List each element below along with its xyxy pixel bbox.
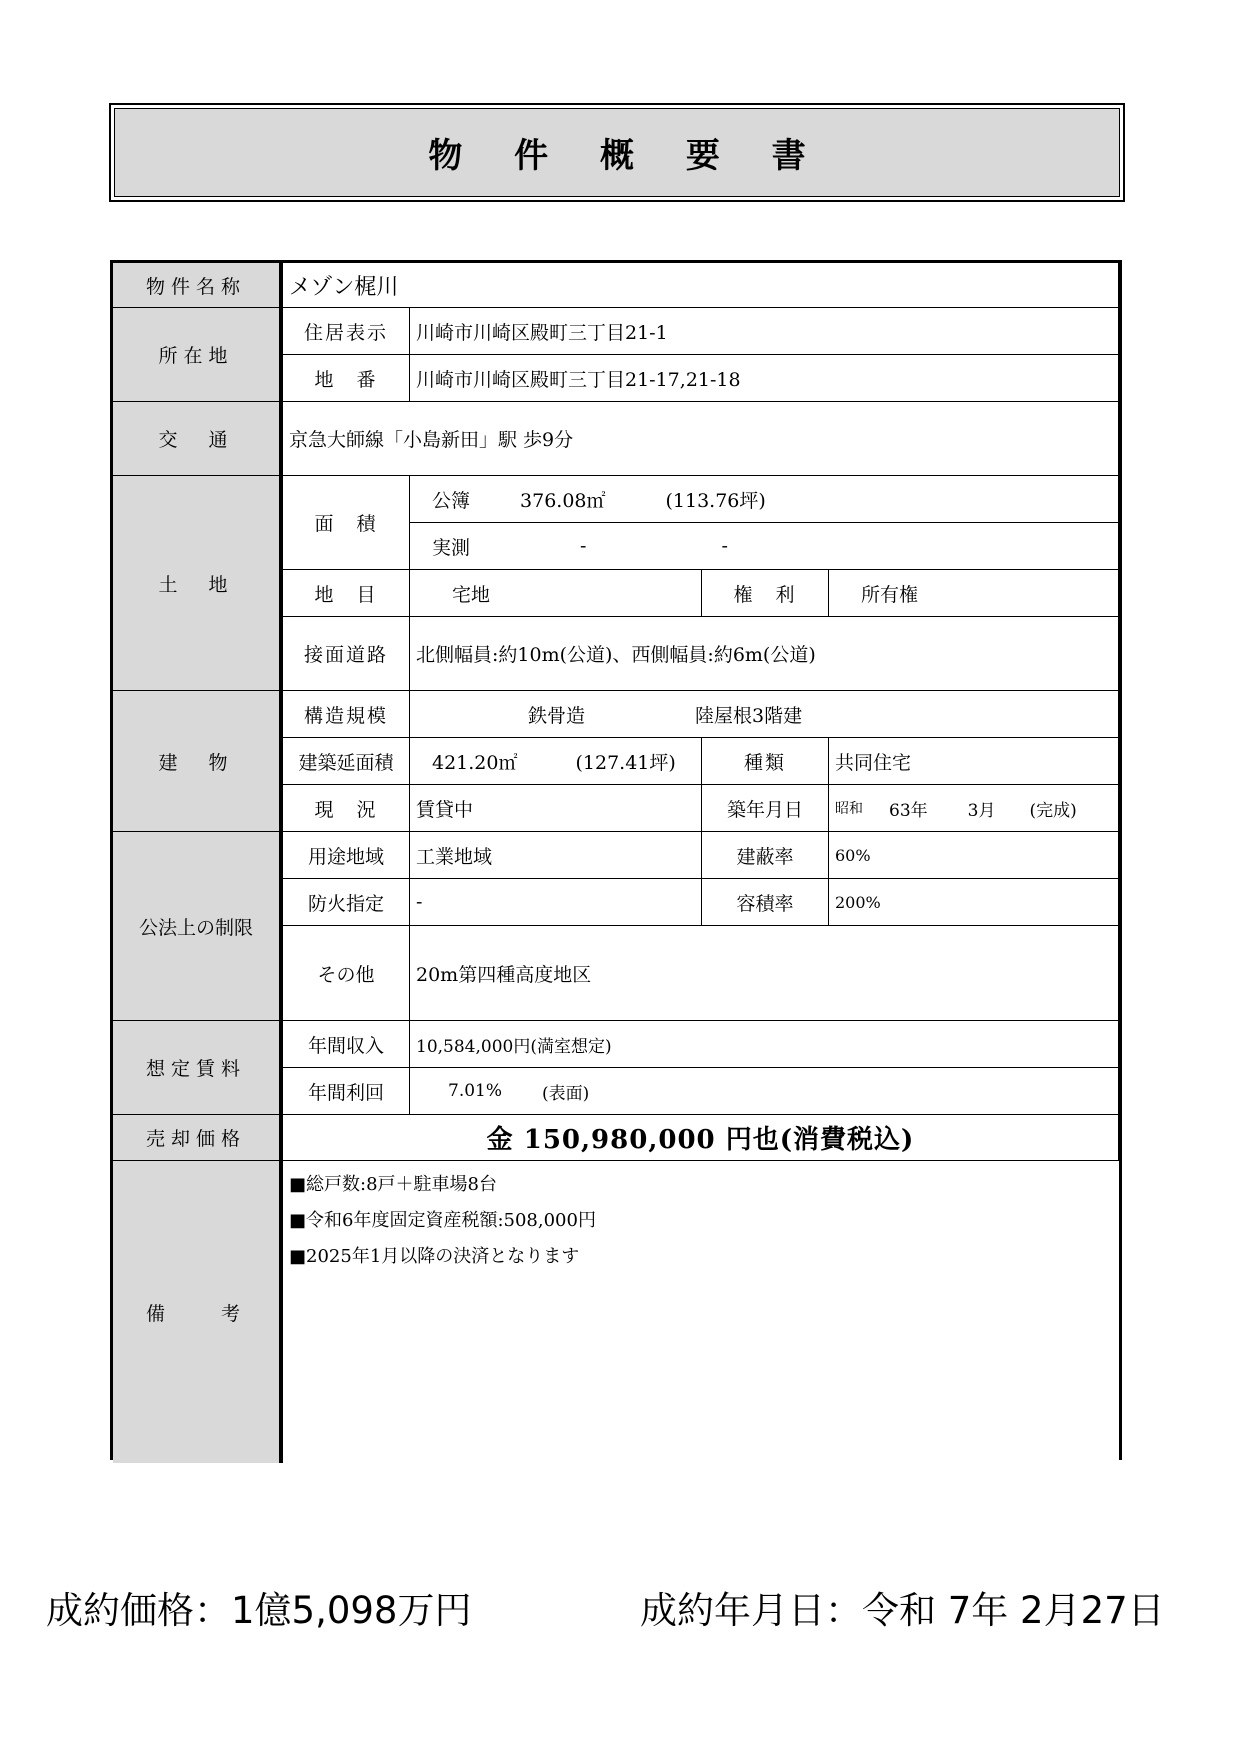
land-category-value: 宅地 xyxy=(410,570,702,617)
land-right-label: 権 利 xyxy=(702,570,829,617)
remark-item: ■総戸数:8戸＋駐車場8台 xyxy=(289,1174,497,1195)
far-label: 容積率 xyxy=(702,879,829,926)
survey-tsubo: - xyxy=(721,535,728,557)
location-header: 所在地 xyxy=(113,308,280,402)
remark-item: ■令和6年度固定資産税額:508,000円 xyxy=(289,1210,596,1231)
built-date-row xyxy=(829,785,1119,832)
road-value: 北側幅員:約10m(公道)、西側幅員:約6m(公道) xyxy=(410,617,1119,691)
fire-value: - xyxy=(410,879,702,926)
yield-label: 年間利回 xyxy=(283,1068,410,1115)
name-header: 物件名称 xyxy=(113,263,280,308)
header-column-divider xyxy=(280,263,283,1463)
building-header: 建 物 xyxy=(113,691,280,832)
building-type-label: 種類 xyxy=(702,738,829,785)
structure-row xyxy=(410,691,1119,738)
remarks-header: 備 考 xyxy=(113,1161,280,1463)
yield-row xyxy=(410,1068,1119,1115)
income-label: 年間収入 xyxy=(283,1021,410,1068)
built-month: 3月 xyxy=(967,800,996,821)
title-panel xyxy=(114,108,1120,197)
built-era: 昭和 xyxy=(835,801,863,817)
property-table xyxy=(110,260,1122,1460)
price-value: 金 150,980,000 円也(消費税込) xyxy=(283,1115,1119,1161)
roof-value: 陸屋根3階建 xyxy=(695,704,803,727)
built-note: (完成) xyxy=(1029,800,1077,821)
transport-value: 京急大師線「小島新田」駅 歩9分 xyxy=(283,402,1119,476)
survey-area: - xyxy=(580,535,587,557)
registry-area-row xyxy=(410,476,1119,523)
coverage-value: 60% xyxy=(829,832,1119,879)
address-value: 川崎市川崎区殿町三丁目21-1 xyxy=(410,308,1119,355)
far-value: 200% xyxy=(829,879,1119,926)
road-label: 接面道路 xyxy=(283,617,410,691)
document-title: 物 件 概 要 書 xyxy=(428,136,826,176)
land-right-value: 所有権 xyxy=(829,570,1119,617)
title-box xyxy=(109,103,1125,202)
built-date-label: 築年月日 xyxy=(702,785,829,832)
zone-label: 用途地域 xyxy=(283,832,410,879)
transport-header: 交 通 xyxy=(113,402,280,476)
survey-label: 実測 xyxy=(432,536,471,559)
rent-header: 想定賃料 xyxy=(113,1021,280,1115)
zone-value: 工業地域 xyxy=(410,832,702,879)
land-category-label: 地 目 xyxy=(283,570,410,617)
built-year: 63年 xyxy=(889,800,928,821)
registry-tsubo: (113.76坪) xyxy=(665,489,766,512)
survey-area-row xyxy=(410,523,1119,570)
land-area-label: 面 積 xyxy=(283,476,410,570)
floor-area: 421.20㎡ xyxy=(432,751,518,774)
status-label: 現 況 xyxy=(283,785,410,832)
floor-tsubo: (127.41坪) xyxy=(575,751,676,774)
other-label: その他 xyxy=(283,926,410,1021)
lot-value: 川崎市川崎区殿町三丁目21-17,21-18 xyxy=(410,355,1119,402)
registry-label: 公簿 xyxy=(432,489,471,512)
income-value: 10,584,000円(満室想定) xyxy=(410,1021,1119,1068)
price-header: 売却価格 xyxy=(113,1115,280,1161)
yield-value: 7.01% xyxy=(448,1081,503,1101)
floor-area-row xyxy=(410,738,702,785)
fire-label: 防火指定 xyxy=(283,879,410,926)
contract-date: 成約年月日：令和 7年 2月27日 xyxy=(640,1589,1165,1632)
yield-note: (表面) xyxy=(542,1083,590,1104)
remark-item: ■2025年1月以降の決済となります xyxy=(289,1246,580,1267)
regulation-header: 公法上の制限 xyxy=(113,832,280,1021)
contract-price: 成約価格：1億5,098万円 xyxy=(46,1589,472,1632)
land-header: 土 地 xyxy=(113,476,280,691)
coverage-label: 建蔽率 xyxy=(702,832,829,879)
status-value: 賃貸中 xyxy=(410,785,702,832)
lot-label: 地 番 xyxy=(283,355,410,402)
property-name: メゾン梶川 xyxy=(283,263,1119,308)
other-value: 20m第四種高度地区 xyxy=(410,926,1119,1021)
remarks-list xyxy=(283,1161,1119,1463)
structure-label: 構造規模 xyxy=(283,691,410,738)
structure-value: 鉄骨造 xyxy=(528,704,586,727)
floor-area-label: 建築延面積 xyxy=(283,738,410,785)
address-label: 住居表示 xyxy=(283,308,410,355)
building-type-value: 共同住宅 xyxy=(829,738,1119,785)
registry-area: 376.08㎡ xyxy=(520,489,606,512)
